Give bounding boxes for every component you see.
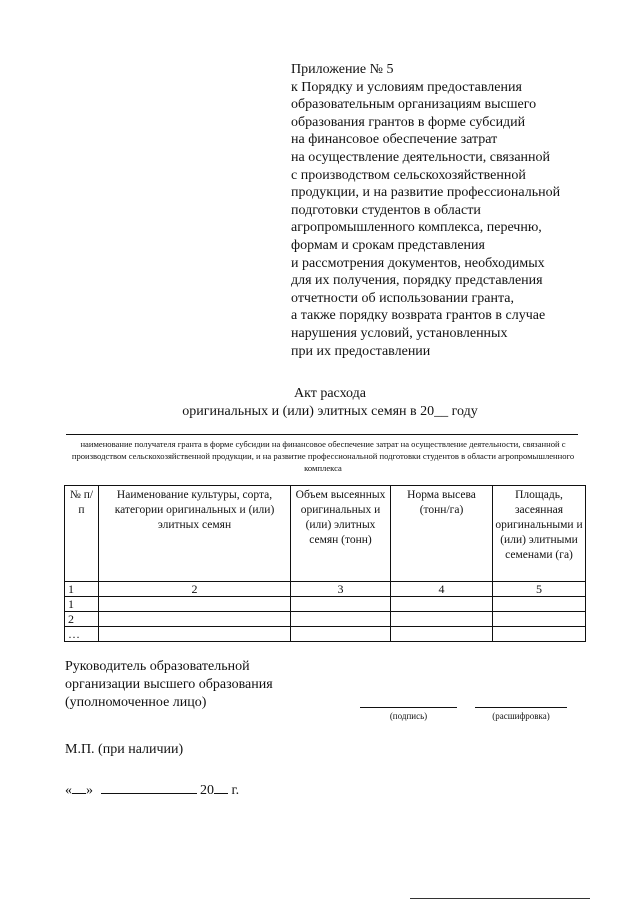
- table-cell: [391, 612, 493, 627]
- table-row: [65, 612, 586, 627]
- table-cell: 4: [391, 582, 493, 597]
- recipient-caption: наименование получателя гранта в форме субсидии на финансовое обеспечение затрат на осуществление деятельности, связанной с производством сельскохозяйственной продукции, и на развитие профессиональной подготовки студентов в области агропромышленного комплекса: [71, 439, 575, 473]
- table-cell: [99, 612, 291, 627]
- signatory-line: Руководитель образовательной: [65, 659, 250, 674]
- table-cell: [291, 627, 391, 642]
- signatory-line: (уполномоченное лицо): [65, 695, 207, 710]
- col-header-volume: Объем высеянных оригинальных и (или) элитных семян (тонн): [291, 486, 391, 582]
- document-title: Акт расхода: [294, 386, 366, 401]
- appendix-line: а также порядку возврата грантов в случае: [291, 308, 546, 324]
- signatory-line: организации высшего образования: [65, 677, 273, 692]
- signature-line: [360, 707, 457, 708]
- table-cell: 2: [99, 582, 291, 597]
- name-decode-line: [475, 707, 567, 708]
- appendix-header: [291, 61, 611, 360]
- table-row: [65, 627, 586, 642]
- appendix-line: формам и срокам представления: [291, 237, 485, 253]
- recipient-name-line: [66, 434, 578, 435]
- appendix-line: подготовки студентов в области: [291, 202, 481, 218]
- seed-usage-table: [64, 485, 586, 642]
- table-cell: [99, 627, 291, 642]
- table-cell: [493, 612, 586, 627]
- col-header-number: № п/п: [65, 486, 99, 582]
- table-row: [65, 597, 586, 612]
- table-row: [65, 582, 586, 597]
- appendix-line: Приложение № 5: [291, 62, 394, 77]
- table-header-row: [65, 486, 586, 582]
- appendix-line: к Порядку и условиям предоставления: [291, 79, 522, 95]
- table-cell: …: [65, 627, 99, 642]
- name-decode-caption: (расшифровка): [492, 711, 550, 721]
- table-cell: [291, 612, 391, 627]
- appendix-line: образовательным организациям высшего: [291, 97, 537, 113]
- table-cell: 1: [65, 597, 99, 612]
- date-line: [65, 780, 239, 799]
- appendix-line: образования грантов в форме субсидий: [291, 114, 526, 130]
- table-cell: [391, 627, 493, 642]
- month-blank: [101, 780, 197, 794]
- year-suffix: г.: [228, 783, 240, 798]
- col-header-rate: Норма высева (тонн/га): [391, 486, 493, 582]
- page-bottom-rule: [410, 898, 590, 899]
- appendix-line: и рассмотрения документов, необходимых: [291, 255, 545, 271]
- date-open-quote: «: [65, 783, 72, 798]
- table-cell: [391, 597, 493, 612]
- appendix-line: отчетности об использовании гранта,: [291, 290, 514, 306]
- appendix-line: нарушения условий, установленных: [291, 325, 508, 341]
- date-close-quote: »: [86, 783, 93, 798]
- table-cell: [493, 627, 586, 642]
- year-prefix: 20: [200, 783, 214, 798]
- col-header-crop: Наименование культуры, сорта, категории оригинальных и (или) элитных семян: [99, 486, 291, 582]
- appendix-line: с производством сельскохозяйственной: [291, 167, 526, 183]
- table-cell: [493, 597, 586, 612]
- appendix-line: на осуществление деятельности, связанной: [291, 149, 551, 165]
- table-cell: [99, 597, 291, 612]
- col-header-area: Площадь, засеянная оригинальными и (или) элитными семенами (га): [493, 486, 586, 582]
- table-cell: 3: [291, 582, 391, 597]
- appendix-line: продукции, и на развитие профессиональной: [291, 185, 561, 201]
- day-blank: [72, 780, 86, 794]
- table-cell: [291, 597, 391, 612]
- document-subtitle: оригинальных и (или) элитных семян в 20__ году: [182, 404, 478, 419]
- appendix-line: при их предоставлении: [291, 343, 431, 359]
- appendix-line: для их получения, порядку представления: [291, 273, 543, 289]
- signature-caption: (подпись): [389, 711, 428, 721]
- stamp-place: М.П. (при наличии): [65, 742, 184, 757]
- table-cell: 1: [65, 582, 99, 597]
- signatory-block: [65, 658, 273, 712]
- year-blank: [214, 780, 228, 794]
- appendix-line: агропромышленного комплекса, перечню,: [291, 220, 542, 236]
- table-cell: 5: [493, 582, 586, 597]
- table-cell: 2: [65, 612, 99, 627]
- appendix-line: на финансовое обеспечение затрат: [291, 132, 498, 148]
